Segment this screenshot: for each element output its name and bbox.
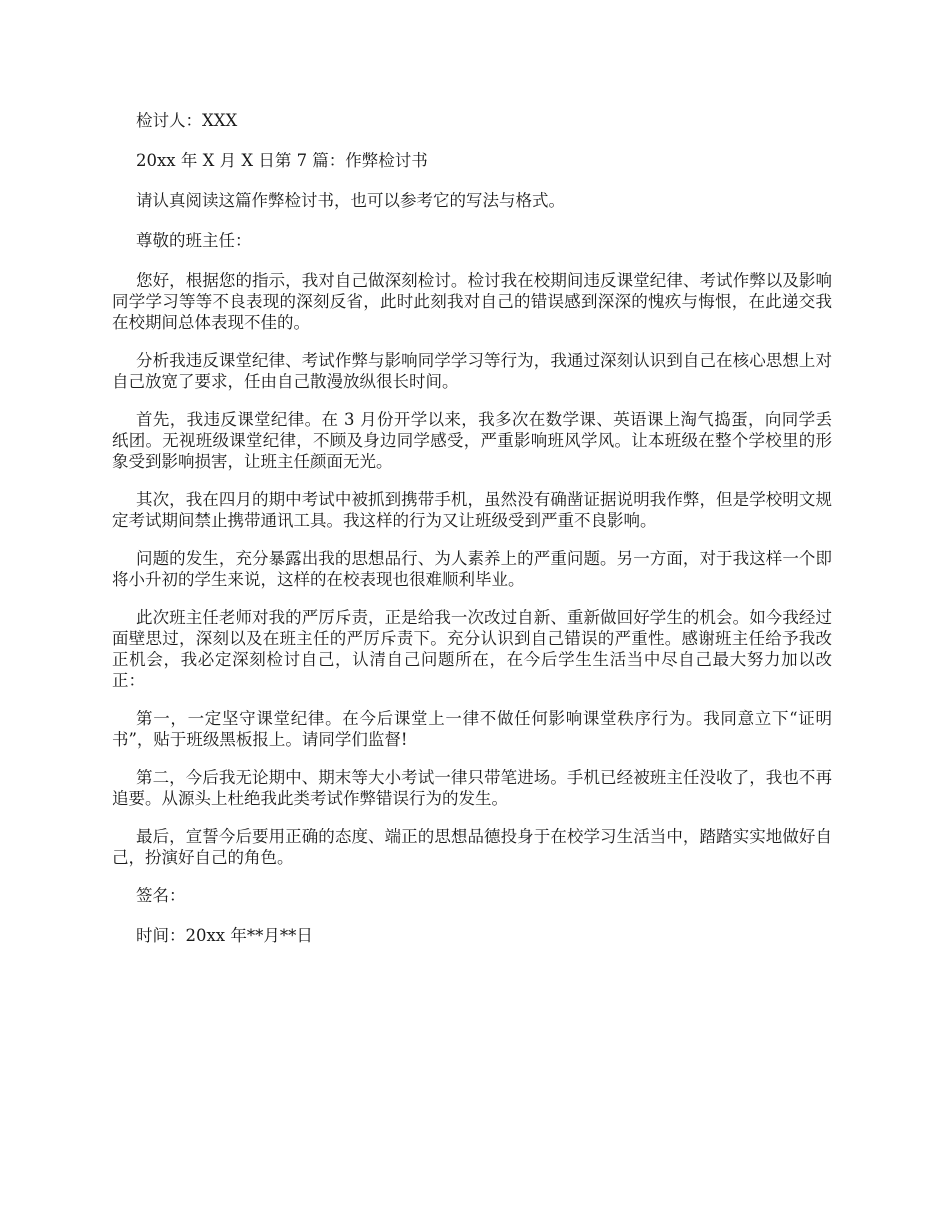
date-title-line: 20xx 年 X 月 X 日第 7 篇：作弊检讨书 <box>136 151 428 170</box>
paragraph-pledge-one: 第一，一定坚守课堂纪律。在今后课堂上一律不做任何影响课堂秩序行为。我同意立下“证明书”，贴于班级黑板报上。请同学们监督! <box>112 709 832 749</box>
intro-line: 请认真阅读这篇作弊检讨书，也可以参考它的写法与格式。 <box>136 191 565 210</box>
paragraph-problem: 问题的发生，充分暴露出我的思想品行、为人素养上的严重问题。另一方面，对于我这样一个即将小升初的学生来说，这样的在校表现也很难顺利毕业。 <box>112 549 832 589</box>
reviewer-line: 检讨人：XXX <box>136 111 238 130</box>
signature-line: 签名： <box>136 886 186 905</box>
document-body <box>112 110 832 965</box>
time-line: 时间：20xx 年**月**日 <box>136 926 313 945</box>
paragraph-greeting: 您好，根据您的指示，我对自己做深刻检讨。检讨我在校期间违反课堂纪律、考试作弊以及影响同学学习等等不良表现的深刻反省，此时此刻我对自己的错误感到深深的愧疚与悔恨，在此递交我在校期间总体表现不佳的。 <box>112 271 832 332</box>
paragraph-analysis: 分析我违反课堂纪律、考试作弊与影响同学学习等行为，我通过深刻认识到自己在核心思想上对自己放宽了要求，任由自己散漫放纵很长时间。 <box>112 351 832 391</box>
paragraph-pledge-two: 第二，今后我无论期中、期末等大小考试一律只带笔进场。手机已经被班主任没收了，我也不再追要。从源头上杜绝我此类考试作弊错误行为的发生。 <box>112 768 832 808</box>
paragraph-second: 其次，我在四月的期中考试中被抓到携带手机，虽然没有确凿证据说明我作弊，但是学校明文规定考试期间禁止携带通讯工具。我这样的行为又让班级受到严重不良影响。 <box>112 490 832 530</box>
paragraph-finally: 最后，宣誓今后要用正确的态度、端正的思想品德投身于在校学习生活当中，踏踏实实地做好自己，扮演好自己的角色。 <box>112 827 832 867</box>
salutation: 尊敬的班主任： <box>136 231 252 250</box>
paragraph-first: 首先，我违反课堂纪律。在 3 月份开学以来，我多次在数学课、英语课上淘气捣蛋，向同学丢纸团。无视班级课堂纪律，不顾及身边同学感受，严重影响班风学风。让本班级在整个学校里的形象受到影响损害，让班主任颜面无光。 <box>112 410 832 471</box>
paragraph-opportunity: 此次班主任老师对我的严厉斥责，正是给我一次改过自新、重新做回好学生的机会。如今我经过面壁思过，深刻以及在班主任的严厉斥责下。充分认识到自己错误的严重性。感谢班主任给予我改正机会，我必定深刻检讨自己，认清自己问题所在，在今后学生生活当中尽自己最大努力加以改正： <box>112 608 832 690</box>
